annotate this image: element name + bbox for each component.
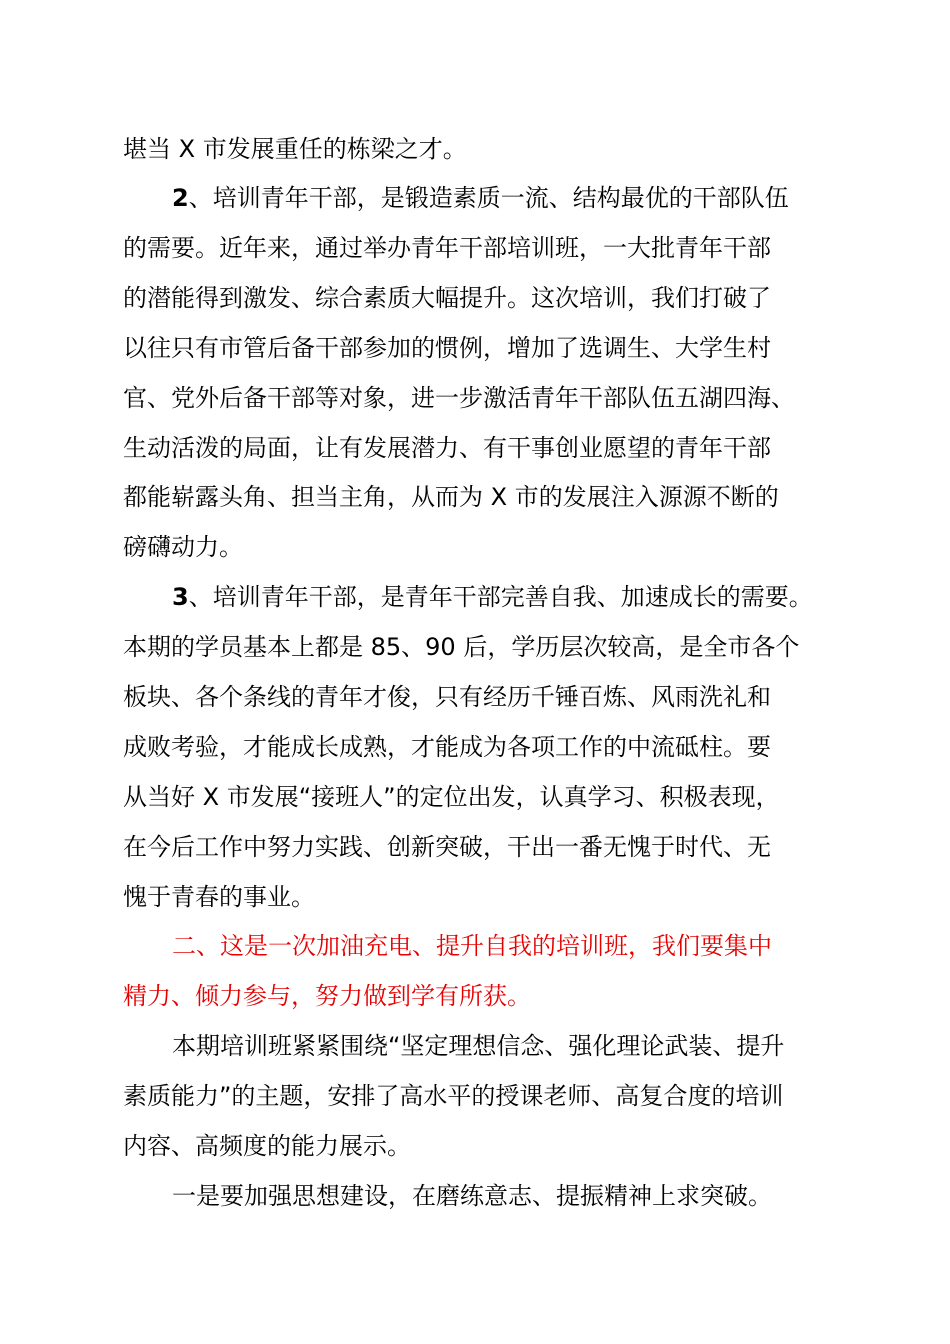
- paragraph-line: 堪当 X 市发展重任的栋梁之才。: [123, 135, 467, 163]
- paragraph-line: 愧于青春的事业。: [123, 883, 315, 911]
- paragraph-line: 生动活泼的局面，让有发展潜力、有干事创业愿望的青年干部: [123, 434, 771, 462]
- section-heading-line: 精力、倾力参与，努力做到学有所获。: [123, 982, 531, 1010]
- paragraph-line: 的需要。近年来，通过举办青年干部培训班，一大批青年干部: [123, 234, 771, 262]
- paragraph-line: 官、党外后备干部等对象，进一步激活青年干部队伍五湖四海、: [123, 384, 795, 412]
- paragraph-line: 的潜能得到激发、综合素质大幅提升。这次培训，我们打破了: [123, 284, 771, 312]
- section-heading-line: 二、这是一次加油充电、提升自我的培训班，我们要集中: [172, 932, 772, 960]
- paragraph-line: 本期培训班紧紧围绕“坚定理想信念、强化理论武装、提升: [172, 1032, 785, 1060]
- paragraph-line: 在今后工作中努力实践、创新突破，干出一番无愧于时代、无: [123, 833, 771, 861]
- paragraph-line: 2、培训青年干部，是锻造素质一流、结构最优的干部队伍: [172, 184, 789, 212]
- paragraph-line: 成败考验，才能成长成熟，才能成为各项工作的中流砥柱。要: [123, 733, 771, 761]
- paragraph-line: 3、培训青年干部，是青年干部完善自我、加速成长的需要。: [172, 583, 813, 611]
- paragraph-line: 本期的学员基本上都是 85、90 后，学历层次较高，是全市各个: [123, 633, 800, 661]
- paragraph-line: 从当好 X 市发展“接班人”的定位出发，认真学习、积极表现，: [123, 783, 780, 811]
- item-number: 3: [172, 583, 189, 611]
- paragraph-line: 素质能力”的主题，安排了高水平的授课老师、高复合度的培训: [123, 1082, 784, 1110]
- paragraph-line: 都能崭露头角、担当主角，从而为 X 市的发展注入源源不断的: [123, 483, 779, 511]
- paragraph-line: 一是要加强思想建设，在磨练意志、提振精神上求突破。: [172, 1182, 772, 1210]
- paragraph-line: 板块、各个条线的青年才俊，只有经历千锤百炼、风雨洗礼和: [123, 683, 771, 711]
- paragraph-line: 内容、高频度的能力展示。: [123, 1132, 411, 1160]
- paragraph-line: 以往只有市管后备干部参加的惯例，增加了选调生、大学生村: [123, 334, 771, 362]
- paragraph-line: 磅礴动力。: [123, 533, 243, 561]
- item-number: 2: [172, 184, 189, 212]
